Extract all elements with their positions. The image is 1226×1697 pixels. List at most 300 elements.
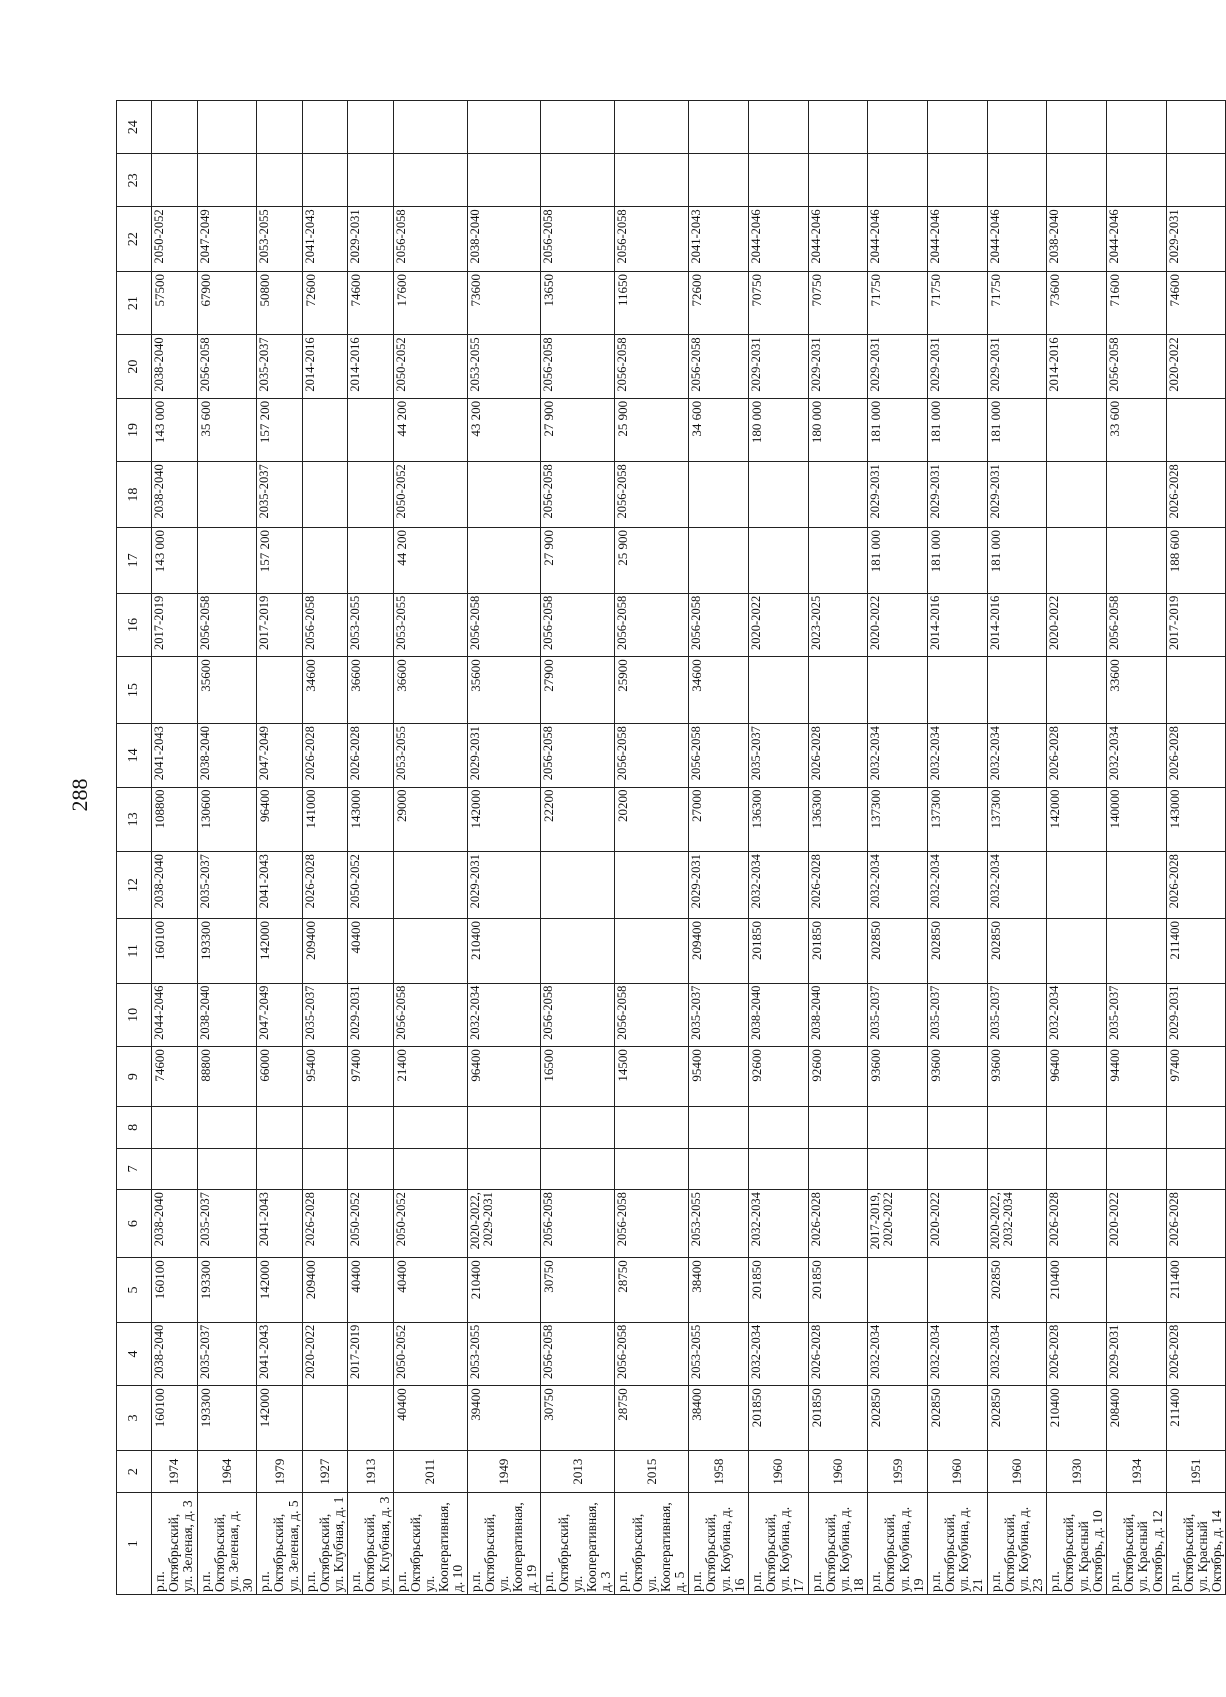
table-cell <box>808 657 868 724</box>
table-cell <box>257 657 303 724</box>
table-cell: 2056-2058 <box>541 207 615 272</box>
table-cell: 33 600 <box>1107 398 1167 461</box>
table-cell: 2029-2031 <box>1107 1322 1167 1385</box>
address-cell: р.п. Октябрьский, ул. Зеленая, д. 5 <box>257 1493 303 1595</box>
table-cell: 130600 <box>197 787 257 852</box>
table-cell: 30750 <box>541 1258 615 1323</box>
table-cell: 40400 <box>393 1386 467 1451</box>
table-cell: 2056-2058 <box>541 593 615 656</box>
table-cell: 2017-2019 <box>257 593 303 656</box>
table-cell <box>615 101 689 154</box>
table-cell: 2026-2028 <box>1166 724 1226 787</box>
address-cell: р.п. Октябрьский, ул. Красный Октябрь, д. 10 <box>1047 1493 1107 1595</box>
table-cell: 1960 <box>987 1450 1047 1493</box>
address-cell: р.п. Октябрьский, ул. Зеленая, д. 3 <box>152 1493 198 1595</box>
table-cell: 2029-2031 <box>987 462 1047 528</box>
table-cell: 2032-2034 <box>868 724 928 787</box>
table-cell: 201850 <box>748 919 808 984</box>
table-cell <box>348 462 394 528</box>
table-cell <box>348 1386 394 1451</box>
table-cell: 25900 <box>615 657 689 724</box>
table-cell: 2056-2058 <box>467 593 541 656</box>
table-cell: 202850 <box>868 919 928 984</box>
address-cell: р.п. Октябрьский, ул. Красный Октябрь, д. 14 <box>1166 1493 1226 1595</box>
table-cell: 97400 <box>348 1047 394 1107</box>
table-cell: 92600 <box>808 1047 868 1107</box>
table-cell: 2035-2037 <box>987 983 1047 1046</box>
table-cell <box>467 528 541 594</box>
table-cell <box>748 101 808 154</box>
table-cell: 14500 <box>615 1047 689 1107</box>
table-cell: 1930 <box>1047 1450 1107 1493</box>
table-cell: 2020-2022 <box>748 593 808 656</box>
table-cell: 108800 <box>152 787 198 852</box>
table-cell: 160100 <box>152 1258 198 1323</box>
page-number: 288 <box>67 778 92 812</box>
table-cell: 2038-2040 <box>808 983 868 1046</box>
table-cell: 2020-2022 <box>1047 593 1107 656</box>
table-cell: 2056-2058 <box>541 1190 615 1258</box>
table-cell: 2026-2028 <box>1166 1322 1226 1385</box>
table-cell: 2056-2058 <box>197 335 257 398</box>
table-cell <box>197 462 257 528</box>
table-cell: 2056-2058 <box>615 1190 689 1258</box>
table-cell: 71750 <box>868 271 928 334</box>
column-header-8: 8 <box>117 1107 152 1149</box>
table-cell <box>987 1148 1047 1190</box>
table-cell <box>748 462 808 528</box>
table-cell: 2053-2055 <box>689 1322 749 1385</box>
table-cell: 2032-2034 <box>748 1322 808 1385</box>
table-cell: 2032-2034 <box>748 1190 808 1258</box>
table-cell: 2020-2022 <box>1107 1190 1167 1258</box>
table-cell: 35600 <box>197 657 257 724</box>
table-cell: 1951 <box>1166 1450 1226 1493</box>
table-cell: 209400 <box>302 1258 348 1323</box>
table-cell <box>1166 1107 1226 1149</box>
table-cell <box>152 1148 198 1190</box>
table-cell: 93600 <box>987 1047 1047 1107</box>
table-cell <box>302 1107 348 1149</box>
table-cell: 74600 <box>152 1047 198 1107</box>
table-cell: 20200 <box>615 787 689 852</box>
address-cell: р.п. Октябрьский, ул. Коубина, д. 19 <box>868 1493 928 1595</box>
column-header-7: 7 <box>117 1148 152 1190</box>
table-cell: 209400 <box>302 919 348 984</box>
table-cell: 181 000 <box>987 398 1047 461</box>
table-cell: 2029-2031 <box>348 207 394 272</box>
table-cell <box>748 1148 808 1190</box>
table-cell <box>1107 154 1167 207</box>
table-cell: 2035-2037 <box>257 462 303 528</box>
table-cell: 2038-2040 <box>467 207 541 272</box>
table-cell: 2026-2028 <box>1166 852 1226 919</box>
column-header-10: 10 <box>117 983 152 1046</box>
table-cell: 2026-2028 <box>302 724 348 787</box>
table-cell: 2041-2043 <box>257 852 303 919</box>
address-cell: р.п. Октябрьский, ул. Коубина, д. 17 <box>748 1493 808 1595</box>
table-cell <box>393 1148 467 1190</box>
column-header-15: 15 <box>117 657 152 724</box>
table-cell: 34600 <box>302 657 348 724</box>
table-cell: 2029-2031 <box>868 335 928 398</box>
column-header-11: 11 <box>117 919 152 984</box>
table-cell <box>748 657 808 724</box>
table-cell: 40400 <box>348 919 394 984</box>
table-cell: 2032-2034 <box>868 852 928 919</box>
table-cell: 2050-2052 <box>393 462 467 528</box>
table-cell: 2053-2055 <box>257 207 303 272</box>
table-cell: 2032-2034 <box>987 724 1047 787</box>
table-cell <box>197 101 257 154</box>
table-cell: 201850 <box>748 1386 808 1451</box>
address-cell: р.п. Октябрьский, ул. Кооперативная, д. 5 <box>615 1493 689 1595</box>
table-cell: 211400 <box>1166 1386 1226 1451</box>
table-cell: 2035-2037 <box>748 724 808 787</box>
address-cell: р.п. Октябрьский, ул. Кооперативная, д. 10 <box>393 1493 467 1595</box>
table-cell: 211400 <box>1166 919 1226 984</box>
table-cell <box>615 154 689 207</box>
table-cell <box>748 154 808 207</box>
table-cell: 2020-2022 <box>927 1190 987 1258</box>
table-cell: 2015 <box>615 1450 689 1493</box>
table-cell: 202850 <box>987 919 1047 984</box>
table-cell <box>1166 154 1226 207</box>
table-cell: 2032-2034 <box>868 1322 928 1385</box>
table-cell: 2038-2040 <box>152 1190 198 1258</box>
table-cell: 2035-2037 <box>197 1322 257 1385</box>
table-cell: 2026-2028 <box>808 1190 868 1258</box>
table-cell: 2026-2028 <box>1047 724 1107 787</box>
table-cell: 93600 <box>927 1047 987 1107</box>
table-row <box>927 101 987 1595</box>
table-cell: 92600 <box>748 1047 808 1107</box>
table-cell <box>1047 1107 1107 1149</box>
table-cell: 202850 <box>987 1386 1047 1451</box>
table-cell: 2044-2046 <box>748 207 808 272</box>
table-cell <box>987 657 1047 724</box>
table-cell: 143000 <box>1166 787 1226 852</box>
data-table <box>116 100 1226 1595</box>
table-cell: 2038-2040 <box>152 1322 198 1385</box>
address-cell: р.п. Октябрьский, ул. Зеленая, д. 30 <box>197 1493 257 1595</box>
table-cell: 202850 <box>868 1386 928 1451</box>
table-row <box>257 101 303 1595</box>
table-cell <box>1107 1107 1167 1149</box>
table-row <box>1107 101 1167 1595</box>
column-header-19: 19 <box>117 398 152 461</box>
table-cell <box>541 1148 615 1190</box>
table-cell <box>152 154 198 207</box>
table-cell: 2017-2019 <box>152 593 198 656</box>
table-cell: 2038-2040 <box>1047 207 1107 272</box>
table-cell: 43 200 <box>467 398 541 461</box>
table-cell: 38400 <box>689 1386 749 1451</box>
table-cell <box>302 1148 348 1190</box>
table-cell: 2026-2028 <box>808 1322 868 1385</box>
table-cell: 1934 <box>1107 1450 1167 1493</box>
table-cell: 2053-2055 <box>348 593 394 656</box>
table-cell: 201850 <box>748 1258 808 1323</box>
table-cell: 73600 <box>467 271 541 334</box>
table-cell <box>1107 101 1167 154</box>
address-cell: р.п. Октябрьский, ул. Клубная, д. 1 <box>302 1493 348 1595</box>
table-cell: 1958 <box>689 1450 749 1493</box>
table-cell: 96400 <box>1047 1047 1107 1107</box>
table-cell: 201850 <box>808 1258 868 1323</box>
table-cell: 2056-2058 <box>615 207 689 272</box>
table-cell: 2035-2037 <box>927 983 987 1046</box>
table-cell: 2029-2031 <box>1166 207 1226 272</box>
table-cell <box>467 1148 541 1190</box>
table-cell: 11650 <box>615 271 689 334</box>
table-cell: 2047-2049 <box>257 724 303 787</box>
table-cell <box>348 398 394 461</box>
table-cell <box>302 154 348 207</box>
table-cell: 2032-2034 <box>987 1322 1047 1385</box>
table-row <box>393 101 467 1595</box>
table-cell: 2056-2058 <box>689 593 749 656</box>
table-cell <box>302 398 348 461</box>
table-cell: 94400 <box>1107 1047 1167 1107</box>
table-cell: 29000 <box>393 787 467 852</box>
table-cell: 142000 <box>257 1258 303 1323</box>
table-cell: 30750 <box>541 1386 615 1451</box>
table-cell <box>467 154 541 207</box>
table-cell: 188 600 <box>1166 528 1226 594</box>
table-cell: 21400 <box>393 1047 467 1107</box>
table-cell: 1979 <box>257 1450 303 1493</box>
table-cell <box>152 657 198 724</box>
table-cell: 193300 <box>197 1258 257 1323</box>
table-cell <box>868 1148 928 1190</box>
table-cell: 2017-2019, 2020-2022 <box>868 1190 928 1258</box>
table-cell: 2035-2037 <box>257 335 303 398</box>
table-cell: 2047-2049 <box>197 207 257 272</box>
table-cell: 142000 <box>1047 787 1107 852</box>
table-cell: 2029-2031 <box>348 983 394 1046</box>
table-cell: 2050-2052 <box>348 1190 394 1258</box>
table-cell: 193300 <box>197 919 257 984</box>
table-row <box>615 101 689 1595</box>
table-cell <box>257 1107 303 1149</box>
table-cell: 66000 <box>257 1047 303 1107</box>
table-cell: 2056-2058 <box>689 724 749 787</box>
table-cell: 71750 <box>987 271 1047 334</box>
address-cell: р.п. Октябрьский, ул. Коубина, д. 18 <box>808 1493 868 1595</box>
table-cell <box>927 101 987 154</box>
table-cell: 143 000 <box>152 528 198 594</box>
table-row <box>1047 101 1107 1595</box>
table-cell: 2035-2037 <box>689 983 749 1046</box>
table-cell: 40400 <box>393 1258 467 1323</box>
table-cell: 39400 <box>467 1386 541 1451</box>
table-cell: 2038-2040 <box>152 462 198 528</box>
table-cell <box>689 154 749 207</box>
table-cell: 2014-2016 <box>302 335 348 398</box>
table-cell <box>868 1258 928 1323</box>
table-cell <box>197 154 257 207</box>
table-cell: 2029-2031 <box>467 852 541 919</box>
table-cell: 2032-2034 <box>927 1322 987 1385</box>
table-row <box>868 101 928 1595</box>
table-cell: 97400 <box>1166 1047 1226 1107</box>
table-cell: 2017-2019 <box>348 1322 394 1385</box>
table-cell <box>302 101 348 154</box>
table-cell: 96400 <box>257 787 303 852</box>
address-cell: р.п. Октябрьский, ул. Клубная, д. 3 <box>348 1493 394 1595</box>
table-cell <box>257 101 303 154</box>
table-cell: 2023-2025 <box>808 593 868 656</box>
table-cell: 2026-2028 <box>1047 1190 1107 1258</box>
table-cell <box>868 154 928 207</box>
table-cell: 2014-2016 <box>348 335 394 398</box>
table-row <box>197 101 257 1595</box>
table-cell <box>152 101 198 154</box>
table-cell: 2056-2058 <box>197 593 257 656</box>
table-cell: 2056-2058 <box>541 335 615 398</box>
address-cell: р.п. Октябрьский, ул. Коубина, д. 23 <box>987 1493 1047 1595</box>
table-cell <box>615 852 689 919</box>
table-cell: 211400 <box>1166 1258 1226 1323</box>
column-header-18: 18 <box>117 462 152 528</box>
table-cell: 27000 <box>689 787 749 852</box>
table-cell <box>748 528 808 594</box>
table-cell <box>541 1107 615 1149</box>
table-cell: 27 900 <box>541 398 615 461</box>
table-cell: 2044-2046 <box>868 207 928 272</box>
table-row <box>748 101 808 1595</box>
column-header-2: 2 <box>117 1450 152 1493</box>
table-cell: 73600 <box>1047 271 1107 334</box>
table-cell: 2050-2052 <box>152 207 198 272</box>
table-cell <box>808 1148 868 1190</box>
table-cell: 2035-2037 <box>1107 983 1167 1046</box>
table-cell: 201850 <box>808 919 868 984</box>
table-cell: 1974 <box>152 1450 198 1493</box>
table-cell: 2044-2046 <box>808 207 868 272</box>
table-cell <box>1047 919 1107 984</box>
table-cell: 2020-2022, 2032-2034 <box>987 1190 1047 1258</box>
table-cell <box>987 1107 1047 1149</box>
table-cell <box>197 528 257 594</box>
table-cell: 2044-2046 <box>152 983 198 1046</box>
table-cell: 2011 <box>393 1450 467 1493</box>
table-cell: 2026-2028 <box>302 1190 348 1258</box>
table-cell: 202850 <box>927 1386 987 1451</box>
table-cell <box>1166 1148 1226 1190</box>
table-cell: 140000 <box>1107 787 1167 852</box>
column-header-3: 3 <box>117 1386 152 1451</box>
table-row <box>541 101 615 1595</box>
table-cell: 2029-2031 <box>808 335 868 398</box>
table-cell: 27900 <box>541 657 615 724</box>
table-cell: 2020-2022 <box>868 593 928 656</box>
table-cell: 2038-2040 <box>152 335 198 398</box>
table-cell <box>541 852 615 919</box>
table-cell: 2014-2016 <box>1047 335 1107 398</box>
table-cell: 25 900 <box>615 528 689 594</box>
table-cell: 1959 <box>868 1450 928 1493</box>
table-cell: 50800 <box>257 271 303 334</box>
table-cell: 1960 <box>927 1450 987 1493</box>
table-cell <box>927 1107 987 1149</box>
table-cell: 180 000 <box>808 398 868 461</box>
table-cell <box>689 1107 749 1149</box>
table-cell: 2020-2022 <box>1166 335 1226 398</box>
table-cell: 2050-2052 <box>393 1322 467 1385</box>
table-cell: 2026-2028 <box>808 724 868 787</box>
table-cell: 2029-2031 <box>987 335 1047 398</box>
table-cell: 202850 <box>987 1258 1047 1323</box>
table-cell: 2056-2058 <box>541 462 615 528</box>
table-row <box>302 101 348 1595</box>
column-header-22: 22 <box>117 207 152 272</box>
table-cell: 210400 <box>467 919 541 984</box>
table-cell: 34 600 <box>689 398 749 461</box>
table-cell <box>689 528 749 594</box>
table-cell: 35600 <box>467 657 541 724</box>
table-cell <box>152 1107 198 1149</box>
table-cell: 136300 <box>808 787 868 852</box>
table-cell <box>197 1148 257 1190</box>
table-cell: 208400 <box>1107 1386 1167 1451</box>
table-cell: 2014-2016 <box>987 593 1047 656</box>
table-cell: 2032-2034 <box>467 983 541 1046</box>
table-cell <box>197 1107 257 1149</box>
column-header-20: 20 <box>117 335 152 398</box>
table-cell: 93600 <box>868 1047 928 1107</box>
table-cell: 67900 <box>197 271 257 334</box>
address-cell: р.п. Октябрьский, ул. Коубина, д. 16 <box>689 1493 749 1595</box>
table-cell: 2053-2055 <box>689 1190 749 1258</box>
table-cell <box>1047 528 1107 594</box>
table-cell: 96400 <box>467 1047 541 1107</box>
table-cell: 2029-2031 <box>868 462 928 528</box>
table-cell: 2026-2028 <box>1166 462 1226 528</box>
table-cell <box>348 154 394 207</box>
table-cell: 2038-2040 <box>197 983 257 1046</box>
table-cell: 181 000 <box>868 528 928 594</box>
table-cell <box>467 1107 541 1149</box>
table-cell: 2041-2043 <box>257 1322 303 1385</box>
table-cell: 142000 <box>257 919 303 984</box>
table-cell: 2029-2031 <box>689 852 749 919</box>
table-cell <box>467 462 541 528</box>
table-cell: 141000 <box>302 787 348 852</box>
table-cell <box>1047 657 1107 724</box>
table-cell <box>1107 1258 1167 1323</box>
table-cell: 2026-2028 <box>348 724 394 787</box>
table-cell: 2026-2028 <box>808 852 868 919</box>
table-cell: 2032-2034 <box>927 724 987 787</box>
table-cell: 1964 <box>197 1450 257 1493</box>
table-cell: 2044-2046 <box>1107 207 1167 272</box>
column-header-1: 1 <box>117 1493 152 1595</box>
column-header-9: 9 <box>117 1047 152 1107</box>
column-header-12: 12 <box>117 852 152 919</box>
table-cell: 181 000 <box>927 398 987 461</box>
column-header-6: 6 <box>117 1190 152 1258</box>
table-cell: 44 200 <box>393 398 467 461</box>
table-cell: 13650 <box>541 271 615 334</box>
table-cell: 2056-2058 <box>302 593 348 656</box>
table-cell: 137300 <box>927 787 987 852</box>
table-cell: 2050-2052 <box>348 852 394 919</box>
table-cell: 2013 <box>541 1450 615 1493</box>
table-cell: 25 900 <box>615 398 689 461</box>
table-cell: 2029-2031 <box>748 335 808 398</box>
